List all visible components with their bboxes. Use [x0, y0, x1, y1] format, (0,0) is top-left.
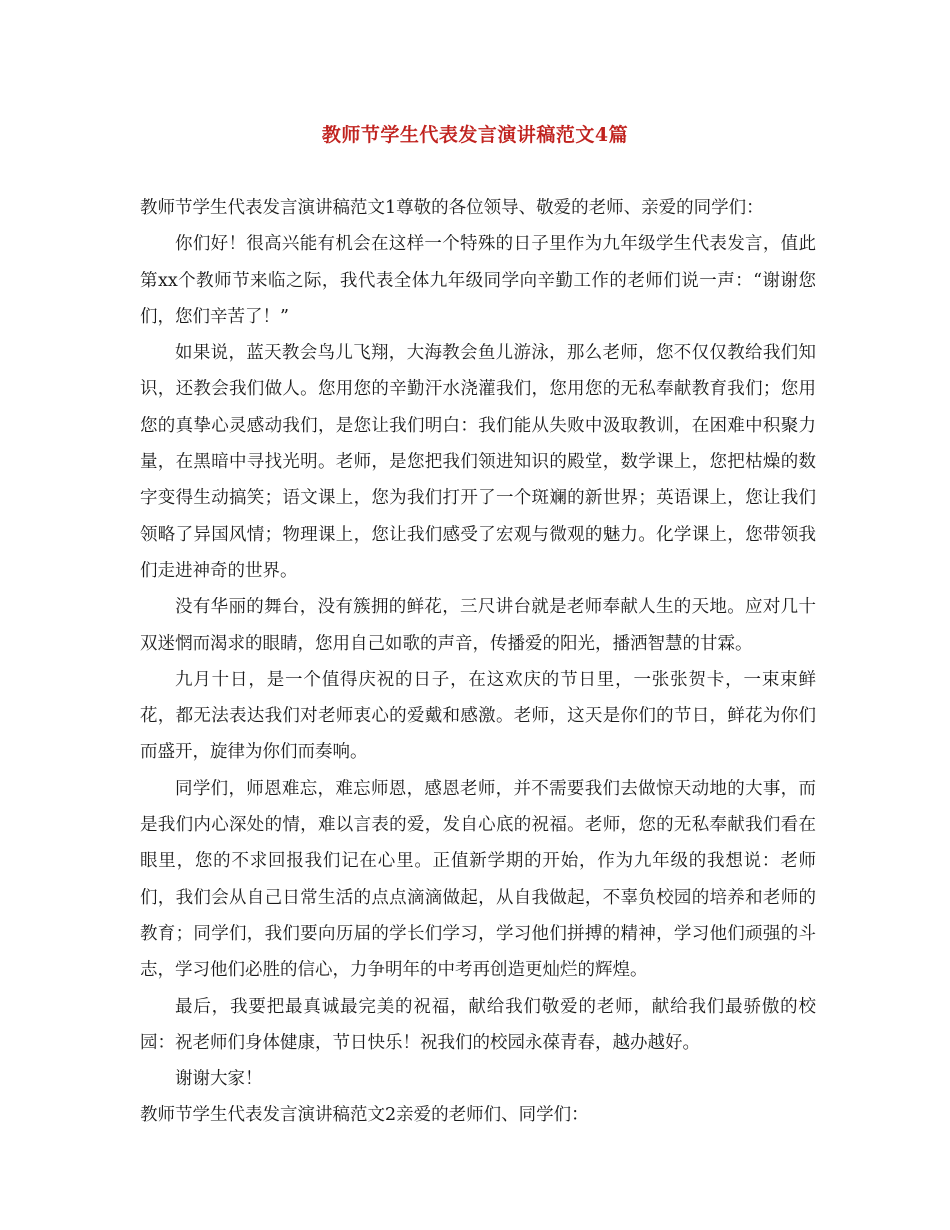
paragraph-heading-2: 教师节学生代表发言演讲稿范文2亲爱的老师们、同学们：: [140, 1105, 589, 1126]
paragraph-greeting: 你们好！很高兴能有机会在这样一个特殊的日子里作为九年级学生代表发言，值此第xx个教师节来临之际，我代表全体九年级同学向辛勤工作的老师们说一声：“谢谢您们，您们辛苦了！”: [140, 234, 816, 327]
paragraph-september: 九月十日，是一个值得庆祝的日子，在这欢庆的节日里，一张张贺卡，一束束鲜花，都无法表达我们对老师衷心的爱戴和感激。老师，这天是你们的节日，鲜花为你们而盛开，旋律为你们而奏响。: [140, 669, 816, 763]
paragraph-thanks: 谢谢大家！: [175, 1069, 263, 1090]
paragraph-stage: 没有华丽的舞台，没有簇拥的鲜花，三尺讲台就是老师奉献人生的天地。应对几十双迷惘而渴求的眼睛，您用自己如歌的声音，传播爱的阳光，播洒智慧的甘霖。: [140, 597, 816, 654]
paragraph-teaching: 如果说，蓝天教会鸟儿飞翔，大海教会鱼儿游泳，那么老师，您不仅仅教给我们知识，还教会我们做人。您用您的辛勤汗水浇灌我们，您用您的无私奉献教育我们；您用您的真挚心灵感动我们，是您让我们明白：我们能从失败中汲取教训，在困难中积聚力量，在黑暗中寻找光明。老师，是您把我们领进知识的殿堂，数学课上，您把枯燥的数字变得生动搞笑；语文课上，您为我们打开了一个斑斓的新世界；英语课上，您让我们领略了异国风情；物理课上，您让我们感受了宏观与微观的魅力。化学课上，您带领我们走进神奇的世界。: [140, 343, 816, 581]
paragraph-classmates: 同学们，师恩难忘，难忘师恩，感恩老师，并不需要我们去做惊天动地的大事，而是我们内心深处的情，难以言表的爱，发自心底的祝福。老师，您的无私奉献我们看在眼里，您的不求回报我们记在心里。正值新学期的开始，作为九年级的我想说：老师们，我们会从自己日常生活的点点滴滴做起，从自我做起，不辜负校园的培养和老师的教育；同学们，我们要向历届的学长们学习，学习他们拼搏的精神，学习他们顽强的斗志，学习他们必胜的信心，力争明年的中考再创造更灿烂的辉煌。: [140, 778, 816, 981]
document-title: 教师节学生代表发言演讲稿范文4篇: [321, 124, 629, 146]
document-body: [140, 190, 816, 1134]
paragraph-closing: 最后，我要把最真诚最完美的祝福，献给我们敬爱的老师，献给我们最骄傲的校园：祝老师们身体健康，节日快乐！祝我们的校园永葆青春，越办越好。: [140, 996, 816, 1053]
paragraph-heading-1: 教师节学生代表发言演讲稿范文1尊敬的各位领导、敬爱的老师、亲爱的同学们：: [140, 198, 764, 218]
